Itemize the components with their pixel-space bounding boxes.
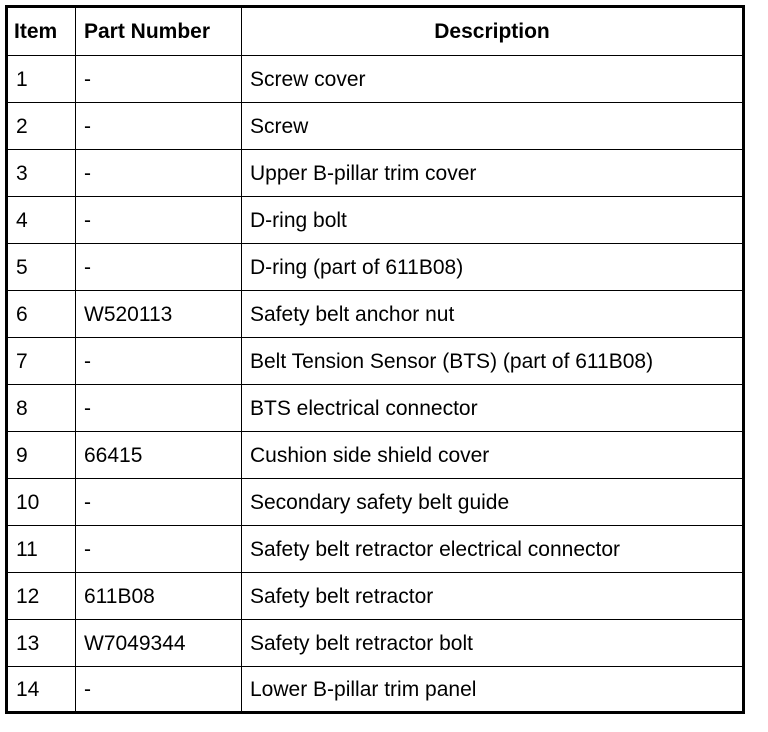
- table-row: [7, 620, 744, 667]
- part-number-cell: W520113: [76, 291, 242, 338]
- part-number-cell: 66415: [76, 432, 242, 479]
- table-row: [7, 291, 744, 338]
- item-cell: 9: [7, 432, 76, 479]
- description-cell: D-ring bolt: [242, 197, 744, 244]
- description-cell: Safety belt anchor nut: [242, 291, 744, 338]
- description-cell: D-ring (part of 611B08): [242, 244, 744, 291]
- table-row: [7, 244, 744, 291]
- item-cell: 10: [7, 479, 76, 526]
- description-cell: Safety belt retractor electrical connector: [242, 526, 744, 573]
- description-cell: Belt Tension Sensor (BTS) (part of 611B08): [242, 338, 744, 385]
- description-cell: BTS electrical connector: [242, 385, 744, 432]
- item-cell: 5: [7, 244, 76, 291]
- description-cell: Secondary safety belt guide: [242, 479, 744, 526]
- part-number-cell: -: [76, 103, 242, 150]
- item-cell: 12: [7, 573, 76, 620]
- item-cell: 1: [7, 56, 76, 103]
- part-number-cell: -: [76, 56, 242, 103]
- table-row: [7, 385, 744, 432]
- table-body: [7, 56, 744, 713]
- description-cell: Safety belt retractor: [242, 573, 744, 620]
- item-cell: 6: [7, 291, 76, 338]
- part-number-cell: -: [76, 338, 242, 385]
- part-number-cell: -: [76, 667, 242, 713]
- table-row: [7, 56, 744, 103]
- table-row: [7, 197, 744, 244]
- description-cell: Lower B-pillar trim panel: [242, 667, 744, 713]
- part-number-cell: -: [76, 244, 242, 291]
- part-number-cell: W7049344: [76, 620, 242, 667]
- item-cell: 2: [7, 103, 76, 150]
- description-cell: Upper B-pillar trim cover: [242, 150, 744, 197]
- table-row: [7, 150, 744, 197]
- part-number-cell: -: [76, 150, 242, 197]
- part-number-cell: -: [76, 197, 242, 244]
- item-cell: 4: [7, 197, 76, 244]
- description-cell: Cushion side shield cover: [242, 432, 744, 479]
- part-number-cell: -: [76, 385, 242, 432]
- item-cell: 8: [7, 385, 76, 432]
- item-cell: 3: [7, 150, 76, 197]
- header-row: [7, 7, 744, 56]
- item-cell: 14: [7, 667, 76, 713]
- item-cell: 11: [7, 526, 76, 573]
- header-item: Item: [7, 7, 76, 56]
- part-number-cell: -: [76, 479, 242, 526]
- part-number-cell: -: [76, 526, 242, 573]
- header-part-number: Part Number: [76, 7, 242, 56]
- table-row: [7, 479, 744, 526]
- item-cell: 13: [7, 620, 76, 667]
- description-cell: Safety belt retractor bolt: [242, 620, 744, 667]
- item-cell: 7: [7, 338, 76, 385]
- header-description: Description: [242, 7, 744, 56]
- table-row: [7, 573, 744, 620]
- description-cell: Screw: [242, 103, 744, 150]
- table-row: [7, 103, 744, 150]
- table-row: [7, 432, 744, 479]
- table-row: [7, 526, 744, 573]
- parts-table: [5, 5, 745, 714]
- table-row: [7, 667, 744, 713]
- part-number-cell: 611B08: [76, 573, 242, 620]
- table-row: [7, 338, 744, 385]
- table-header: [7, 7, 744, 56]
- description-cell: Screw cover: [242, 56, 744, 103]
